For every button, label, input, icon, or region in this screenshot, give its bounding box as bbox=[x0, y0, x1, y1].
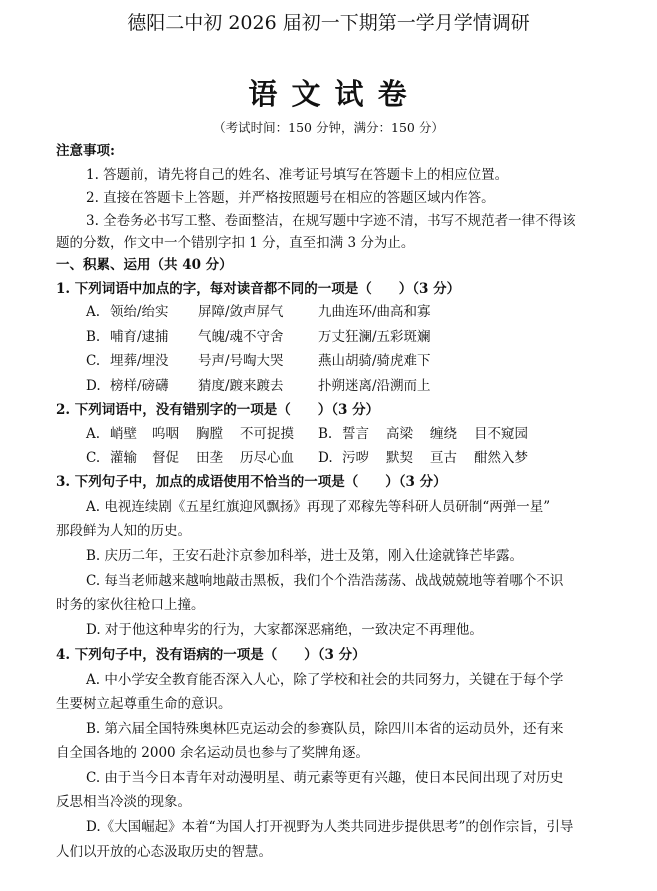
option-label: C. bbox=[86, 450, 101, 466]
option-item: 燕山胡骑/骑虎难下 bbox=[318, 353, 431, 369]
notice-item-3-cont: 题的分数，作文中一个错别字扣 1 分，直至扣满 3 分为止。 bbox=[56, 235, 415, 251]
q3-option-a: A. 电视连续剧《五星红旗迎风飘扬》再现了邓稼先等科研人员研制“两弹一星” bbox=[86, 499, 551, 515]
option-label: B. bbox=[318, 426, 333, 442]
q4-option-d-cont: 人们以开放的心态汲取历史的智慧。 bbox=[56, 844, 272, 860]
notice-item-2: 2. 直接在答题卡上答题，并严格按照题号在相应的答题区域内作答。 bbox=[86, 190, 495, 206]
option-label: D. bbox=[86, 378, 101, 394]
option-label: A. bbox=[86, 304, 101, 320]
question-1-stem: 1. 下列词语中加点的字，每对读音都不同的一项是（ ）（3 分） bbox=[56, 281, 461, 297]
option-item: 胸膛 bbox=[196, 426, 223, 442]
notice-item-3: 3. 全卷务必书写工整、卷面整洁，在规写题中字迹不清，书写不规范者一律不得该 bbox=[86, 213, 576, 229]
q4-option-c-cont: 反思相当冷淡的现象。 bbox=[56, 794, 191, 810]
school-line: 德阳二中初 2026 届初一下期第一学月学情调研 bbox=[127, 12, 530, 34]
option-item: 猜度/踱来踱去 bbox=[198, 378, 284, 394]
question-4-stem: 4. 下列句子中，没有语病的一项是（ ）（3 分） bbox=[56, 647, 366, 663]
q4-option-a: A. 中小学安全教育能否深入人心，除了学校和社会的共同努力，关键在于每个学 bbox=[86, 672, 564, 688]
option-item: 酣然入梦 bbox=[474, 450, 528, 466]
q3-option-d: D. 对于他这种卑劣的行为，大家都深恶痛绝，一致决定不再理他。 bbox=[86, 622, 483, 638]
option-item: 领绐/绐实 bbox=[110, 304, 169, 320]
q3-option-b: B. 庆历二年，王安石赴汴京参加科举，进士及第，刚入仕途就锋芒毕露。 bbox=[86, 548, 524, 564]
question-3-stem: 3. 下列句子中，加点的成语使用不恰当的一项是（ ）（3 分） bbox=[56, 474, 447, 490]
question-2-stem: 2. 下列词语中，没有错别字的一项是（ ）（3 分） bbox=[56, 402, 380, 418]
option-item: 灌输 bbox=[110, 450, 137, 466]
option-item: 历尽心血 bbox=[240, 450, 294, 466]
option-item: 缠绕 bbox=[430, 426, 457, 442]
option-item: 气魄/魂不守舍 bbox=[198, 329, 284, 345]
q4-option-c: C. 由于当今日本青年对动漫明星、萌元素等更有兴趣，使日本民间出现了对历史 bbox=[86, 770, 564, 786]
option-label: C. bbox=[86, 353, 101, 369]
option-item: 默契 bbox=[386, 450, 413, 466]
option-item: 污哕 bbox=[342, 450, 369, 466]
option-item: 不可捉摸 bbox=[240, 426, 294, 442]
q3-option-c-cont: 时务的家伙往枪口上撞。 bbox=[56, 597, 205, 613]
q4-option-b: B. 第六届全国特殊奥林匹克运动会的参赛队员，除四川本省的运动员外，还有来 bbox=[86, 721, 564, 737]
exam-info: （考试时间：150 分钟，满分：150 分） bbox=[213, 120, 444, 135]
option-item: 督促 bbox=[152, 450, 179, 466]
option-item: 亘古 bbox=[430, 450, 457, 466]
option-item: 田垄 bbox=[196, 450, 223, 466]
option-item: 峭壁 bbox=[110, 426, 137, 442]
option-item: 扑朔迷离/沿溯而上 bbox=[318, 378, 431, 394]
option-item: 目不窥园 bbox=[474, 426, 528, 442]
option-item: 哺育/逮捕 bbox=[110, 329, 169, 345]
notice-item-1: 1. 答题前，请先将自己的姓名、准考证号填写在答题卡上的相应位置。 bbox=[86, 167, 509, 183]
q4-option-a-cont: 生要树立起尊重生命的意识。 bbox=[56, 696, 232, 712]
option-item: 屏障/敛声屏气 bbox=[198, 304, 284, 320]
q3-option-a-cont: 那段鲜为人知的历史。 bbox=[56, 523, 191, 539]
option-label: D. bbox=[318, 450, 333, 466]
subject-title: 语 文 试 卷 bbox=[248, 77, 409, 111]
option-item: 呜咽 bbox=[152, 426, 179, 442]
q4-option-b-cont: 自全国各地的 2000 余名运动员也参与了奖牌角逐。 bbox=[56, 745, 369, 761]
option-item: 榜样/磅礴 bbox=[110, 378, 169, 394]
option-item: 号声/号啕大哭 bbox=[198, 353, 284, 369]
section-heading: 一、积累、运用（共 40 分） bbox=[56, 257, 233, 273]
option-item: 高梁 bbox=[386, 426, 413, 442]
q3-option-c: C. 每当老师越来越响地敲击黑板，我们个个浩浩荡荡、战战兢兢地等着哪个不识 bbox=[86, 573, 564, 589]
option-label: A. bbox=[86, 426, 101, 442]
option-label: B. bbox=[86, 329, 101, 345]
notice-heading: 注意事项: bbox=[56, 143, 115, 159]
option-item: 万丈狂澜/五彩斑斓 bbox=[318, 329, 431, 345]
option-item: 誓言 bbox=[342, 426, 369, 442]
option-item: 埋葬/埋没 bbox=[110, 353, 169, 369]
option-item: 九曲连环/曲高和寡 bbox=[318, 304, 431, 320]
q4-option-d: D.《大国崛起》本着“为国人打开视野为人类共同进步提供思考”的创作宗旨，引导 bbox=[86, 819, 574, 835]
